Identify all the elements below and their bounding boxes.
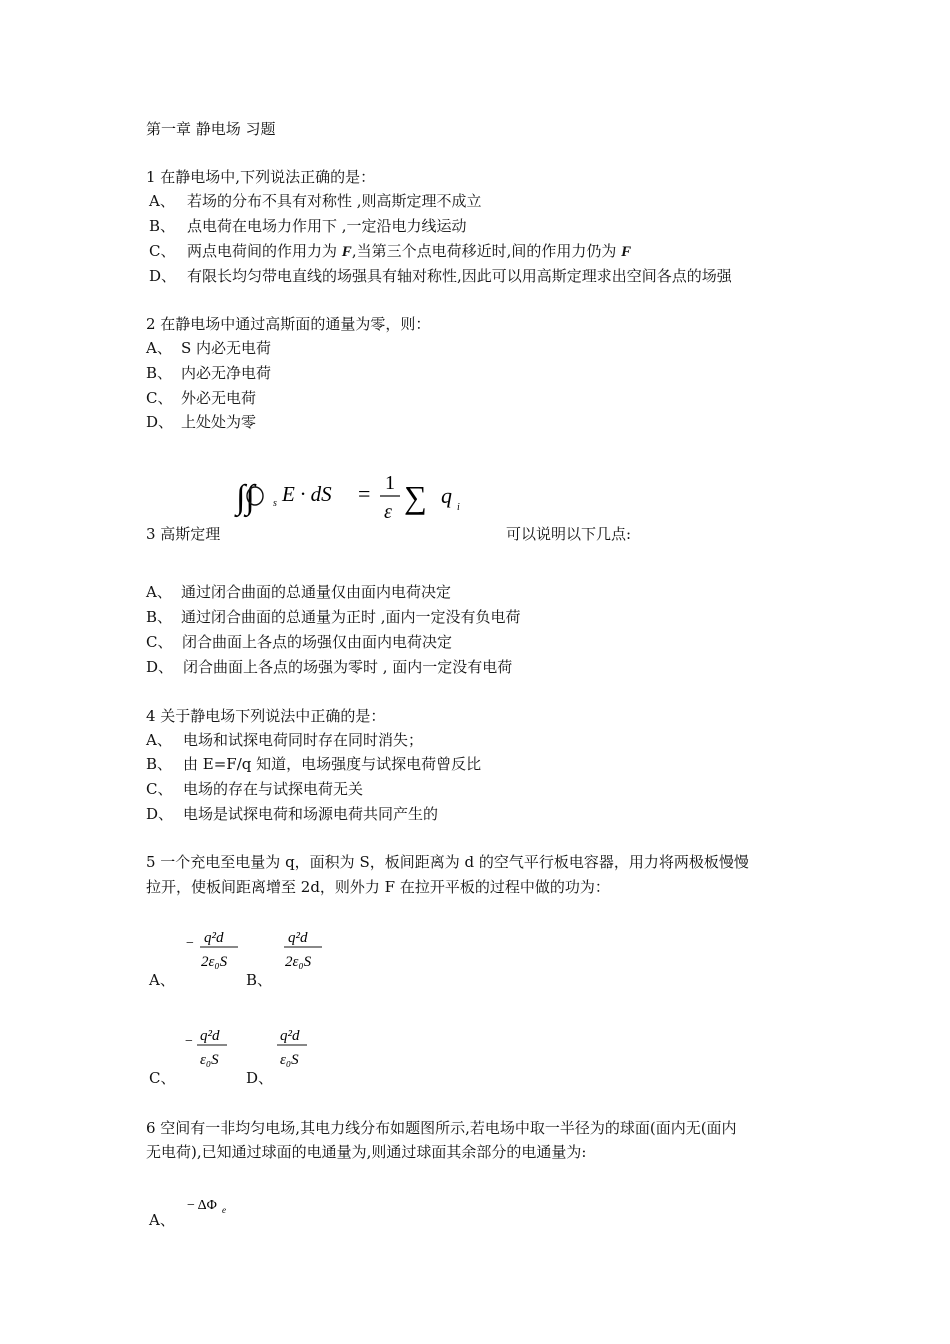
q5-stem-line1: 5 一个充电至电量为 q，面积为 S，板间距离为 d 的空气平行板电容器，用力将两极板慢慢 — [146, 853, 749, 871]
option-label: A、 — [149, 192, 175, 210]
q3-stem-right: 可以说明以下几点: — [506, 525, 632, 543]
surface-integral-sign: ∫∫ — [236, 479, 255, 516]
option-label: D、 — [146, 805, 174, 823]
option-label: D、 — [146, 413, 174, 431]
q5-option-c-fraction — [183, 1023, 238, 1071]
q3-option-b — [146, 607, 521, 627]
q2-option-b — [146, 363, 271, 383]
option-label: D、 — [149, 267, 177, 285]
q5-option-b-label: B、 — [246, 971, 273, 989]
q1-option-a — [149, 191, 482, 211]
formula-subscript-i: i — [457, 502, 460, 513]
option-text: 通过闭合曲面的总通量仅由面内电荷决定 — [181, 583, 452, 601]
option-text: 电场的存在与试探电荷无关 — [183, 780, 364, 798]
flux-expression: − ΔΦ — [187, 1198, 217, 1213]
force-symbol: F — [621, 244, 632, 260]
option-text: 上处处为零 — [181, 413, 257, 431]
q6-option-a-label: A、 — [149, 1211, 175, 1229]
q6-option-a-expression — [186, 1192, 246, 1218]
option-text: 由 E=F/q 知道，电场强度与试探电荷曾反比 — [183, 755, 482, 773]
option-text: 若场的分布不具有对称性 ,则高斯定理不成立 — [187, 192, 482, 210]
q5-option-d-fraction — [263, 1023, 318, 1071]
fraction-numerator: q²d — [280, 1028, 300, 1044]
fraction-numerator: q²d — [288, 930, 308, 946]
fraction-denominator: 2ε₀S — [285, 954, 312, 970]
option-label: C、 — [146, 633, 173, 651]
option-label: B、 — [146, 755, 173, 773]
option-text: 电场是试探电荷和场源电荷共同产生的 — [183, 805, 439, 823]
fraction-denominator: 2ε₀S — [201, 954, 228, 970]
option-text: 电场和试探电荷同时存在同时消失； — [183, 731, 424, 749]
option-label: B、 — [149, 217, 176, 235]
fraction-denominator: ε₀S — [280, 1052, 299, 1068]
formula-denominator: ε — [384, 501, 392, 523]
q5-stem-line2: 拉开，使板间距离增至 2d，则外力 F 在拉开平板的过程中做的功为： — [146, 878, 610, 896]
q1-option-d — [149, 266, 732, 286]
option-label: C、 — [146, 389, 173, 407]
option-label: A、 — [146, 731, 172, 749]
q5-option-a-fraction — [184, 925, 244, 973]
option-label: C、 — [146, 780, 173, 798]
q5-option-c-label: C、 — [149, 1069, 176, 1087]
option-text: 闭合曲面上各点的场强为零时 , 面内一定没有电荷 — [183, 658, 513, 676]
q1-stem: 1 在静电场中,下列说法正确的是： — [146, 168, 376, 186]
option-text: 通过闭合曲面的总通量为正时 ,面内一定没有负电荷 — [181, 608, 521, 626]
q4-option-d — [146, 804, 438, 824]
summation-sign: ∑ — [404, 479, 427, 515]
q1-option-b — [149, 216, 467, 236]
gauss-law-formula — [228, 466, 478, 530]
fraction-denominator: ε₀S — [200, 1052, 219, 1068]
minus-sign: − — [185, 1034, 193, 1049]
option-text: S 内必无电荷 — [181, 339, 272, 357]
q5-option-b-fraction — [268, 925, 328, 973]
fraction-numerator: q²d — [204, 930, 224, 946]
force-symbol: F — [341, 244, 352, 260]
option-text: 外必无电荷 — [181, 389, 257, 407]
option-text: 点电荷在电场力作用下 ,一定沿电力线运动 — [187, 217, 467, 235]
flux-subscript: e — [222, 1205, 226, 1215]
fraction-numerator: q²d — [200, 1028, 220, 1044]
page-title: 第一章 静电场 习题 — [146, 120, 276, 138]
formula-lhs: E · dS — [282, 482, 332, 506]
option-text: 有限长均匀带电直线的场强具有轴对称性,因此可以用高斯定理求出空间各点的场强 — [187, 267, 732, 285]
q2-option-c — [146, 388, 256, 408]
q6-stem-line1: 6 空间有一非均匀电场,其电力线分布如题图所示,若电场中取一半径为的球面(面内无(面内 — [146, 1119, 737, 1137]
q2-option-d — [146, 412, 256, 432]
q3-stem-left: 3 高斯定理 — [146, 525, 221, 543]
formula-equals: = — [358, 481, 371, 506]
q5-option-d-label: D、 — [246, 1069, 274, 1087]
option-text: 两点电荷间的作用力为 — [187, 242, 338, 260]
q2-stem: 2 在静电场中通过高斯面的通量为零，则： — [146, 315, 431, 333]
minus-sign: − — [186, 936, 194, 951]
option-text: ,当第三个点电荷移近时,间的作用力仍为 — [351, 242, 617, 260]
q3-option-d — [146, 657, 512, 677]
q4-stem: 4 关于静电场下列说法中正确的是： — [146, 707, 386, 725]
option-label: D、 — [146, 658, 174, 676]
q5-option-a-label: A、 — [149, 971, 175, 989]
q3-option-c — [146, 632, 452, 652]
option-label: A、 — [146, 583, 172, 601]
option-label: C、 — [149, 242, 176, 260]
q6-stem-line2: 无电荷),已知通过球面的电通量为,则通过球面其余部分的电通量为: — [146, 1143, 587, 1161]
formula-subscript-s: s — [273, 498, 277, 509]
formula-q: q — [441, 483, 452, 508]
option-text: 闭合曲面上各点的场强仅由面内电荷决定 — [182, 633, 453, 651]
option-label: B、 — [146, 608, 173, 626]
option-label: A、 — [146, 339, 172, 357]
q4-option-c — [146, 779, 363, 799]
q1-option-c — [149, 241, 631, 262]
q2-option-a — [146, 338, 271, 358]
q3-option-a — [146, 582, 451, 602]
q4-option-b — [146, 754, 481, 774]
option-label: B、 — [146, 364, 173, 382]
formula-numerator: 1 — [385, 472, 395, 494]
option-text: 内必无净电荷 — [181, 364, 272, 382]
q4-option-a — [146, 730, 423, 750]
